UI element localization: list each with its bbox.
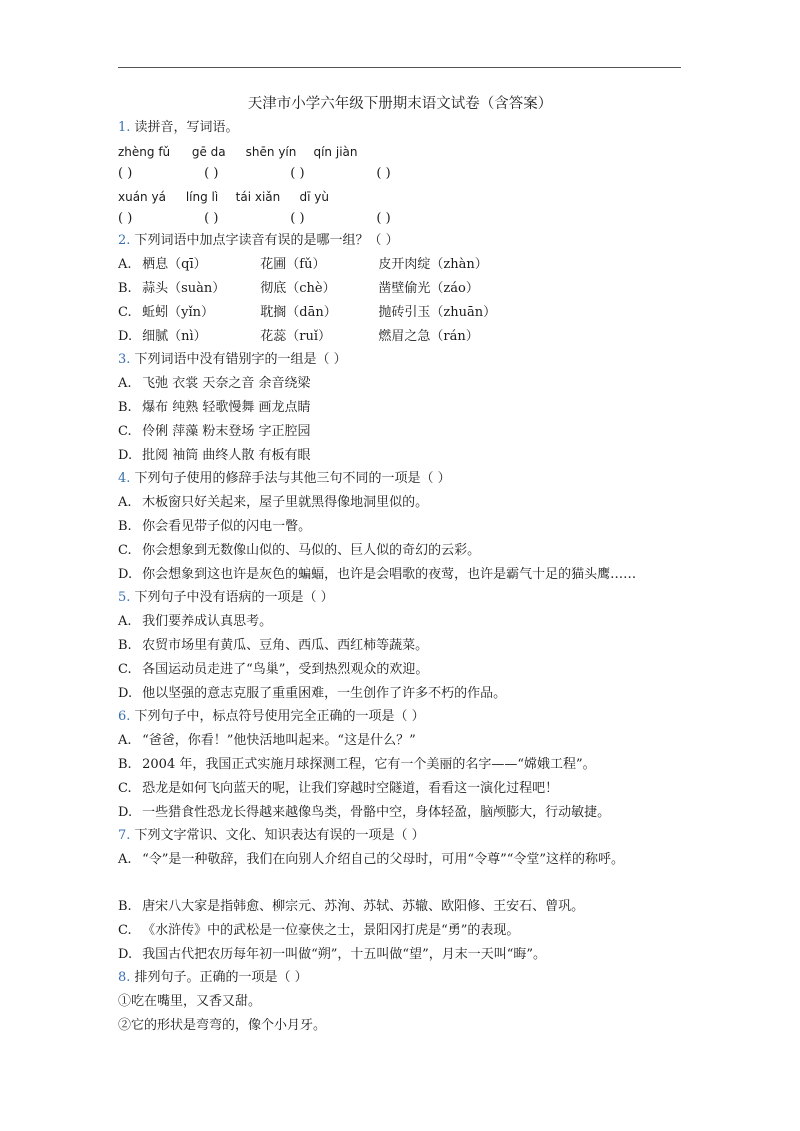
question-2	[118, 232, 399, 250]
question-number: 1.	[118, 120, 131, 135]
answer-blank[interactable]: ( )	[376, 211, 391, 226]
answer-blank[interactable]: ( )	[118, 211, 133, 226]
option-text: 飞弛 衣裳 天奈之音 余音绕梁	[142, 376, 311, 391]
option-row	[118, 732, 416, 750]
question-1	[118, 119, 239, 137]
option-label: B.	[118, 400, 132, 415]
pinyin: tái xiǎn	[235, 190, 281, 204]
question-7	[118, 827, 425, 845]
sentence-item: ②它的形状是弯弯的，像个小月牙。	[118, 1018, 327, 1033]
option-row	[118, 946, 546, 964]
answer-blank[interactable]: ( )	[290, 211, 305, 226]
option-row	[118, 898, 584, 916]
answer-blanks-row-1	[118, 165, 458, 183]
option-row	[118, 328, 479, 346]
option-text: 一些猎食性恐龙长得越来越像鸟类，骨骼中空，身体轻盈，脑颅膨大，行动敏捷。	[142, 805, 611, 820]
option-label: D.	[118, 448, 133, 463]
question-text: 下列句子使用的修辞手法与其他三句不同的一项是（ ）	[134, 471, 451, 486]
option-row	[118, 804, 610, 822]
option-text: 他以坚强的意志克服了重重困难，一生创作了许多不朽的作品。	[142, 686, 507, 701]
option-text: 我国古代把农历每年初一叫做“朔”，十五叫做“望”，月末一天叫“晦”。	[142, 947, 547, 962]
answer-blank[interactable]: ( )	[204, 166, 219, 181]
question-number: 8.	[118, 970, 131, 985]
option-item: 细腻（nì）	[142, 329, 207, 344]
option-label: B.	[118, 899, 132, 914]
option-row	[118, 280, 479, 298]
option-text: 你会想象到无数像山似的、马似的、巨人似的奇幻的云彩。	[142, 543, 481, 558]
option-row	[118, 566, 636, 584]
pinyin: xuán yá	[118, 190, 166, 204]
question-number: 3.	[118, 352, 131, 367]
option-row	[118, 851, 624, 869]
option-label: C.	[118, 305, 132, 320]
option-row	[118, 756, 596, 774]
pinyin: gē da	[191, 145, 226, 159]
option-item: 花圃（fǔ）	[260, 257, 326, 272]
option-label: D.	[118, 329, 133, 344]
option-text: 你会看见带子似的闪电一瞥。	[142, 519, 312, 534]
option-text: 农贸市场里有黄瓜、豆角、西瓜、西红柿等蔬菜。	[142, 638, 429, 653]
option-label: A.	[118, 733, 132, 748]
question-text: 下列文字常识、文化、知识表达有误的一项是（ ）	[134, 828, 425, 843]
sentence-item: ①吃在嘴里，又香又甜。	[118, 994, 262, 1009]
option-row	[118, 375, 311, 393]
option-label: D.	[118, 947, 133, 962]
option-row	[118, 304, 496, 322]
pinyin-row-2	[118, 188, 359, 206]
option-item: 蚯蚓（yǐn）	[142, 305, 215, 320]
question-text: 下列词语中加点字读音有误的是哪一组？（ ）	[134, 233, 399, 248]
page-title: 天津市小学六年级下册期末语文试卷（含答案）	[247, 96, 553, 112]
option-item: 彻底（chè）	[260, 281, 336, 296]
option-text: 批阅 袖筒 曲终人散 有板有眼	[142, 448, 311, 463]
option-text: 木板窗只好关起来，屋子里就黑得像地洞里似的。	[142, 495, 429, 510]
option-text: “爸爸，你看！”他快活地叫起来。“这是什么？”	[142, 733, 416, 748]
option-item: 皮开肉绽（zhàn）	[378, 257, 488, 272]
option-item: 抛砖引玉（zhuān）	[378, 305, 497, 320]
option-label: C.	[118, 424, 132, 439]
option-label: A.	[118, 376, 132, 391]
pinyin: shēn yín	[245, 145, 297, 159]
pinyin: qín jiàn	[313, 145, 358, 159]
question-number: 4.	[118, 471, 131, 486]
option-label: C.	[118, 662, 132, 677]
answer-blanks-row-2	[118, 210, 458, 228]
option-item: 耽搁（dān）	[260, 305, 337, 320]
option-item: 凿壁偷光（záo）	[378, 281, 479, 296]
option-label: A.	[118, 614, 132, 629]
option-row	[118, 613, 272, 631]
option-text: 《水浒传》中的武松是一位豪侠之士，景阳冈打虎是“勇”的表现。	[142, 923, 520, 938]
option-text: 爆布 纯熟 轻歌慢舞 画龙点睛	[142, 400, 311, 415]
option-label: B.	[118, 638, 132, 653]
option-text: 我们要养成认真思考。	[142, 614, 273, 629]
option-text: 恐龙是如何飞向蓝天的呢，让我们穿越时空隧道，看看这一演化过程吧！	[142, 781, 559, 796]
pinyin: zhèng fǔ	[118, 145, 171, 159]
option-row	[118, 423, 311, 441]
pinyin-row-1	[118, 143, 383, 161]
option-row	[118, 399, 311, 417]
question-number: 6.	[118, 709, 131, 724]
question-text: 排列句子。正确的一项是（ ）	[134, 970, 308, 985]
option-label: C.	[118, 543, 132, 558]
option-row	[118, 637, 428, 655]
option-row	[118, 780, 558, 798]
option-label: C.	[118, 923, 132, 938]
option-label: D.	[118, 686, 133, 701]
option-text: 伶俐 萍藻 粉末登场 字正腔园	[142, 424, 311, 439]
answer-blank[interactable]: ( )	[290, 166, 305, 181]
option-item: 花蕊（ruǐ）	[260, 329, 332, 344]
answer-blank[interactable]: ( )	[204, 211, 219, 226]
option-row	[118, 518, 311, 536]
option-row	[118, 685, 506, 703]
option-text: 你会想象到这也许是灰色的蝙蝠，也许是会唱歌的夜莺，也许是霸气十足的猫头鹰……	[142, 567, 637, 582]
pinyin: líng lì	[185, 190, 219, 204]
question-6	[118, 708, 425, 726]
option-label: B.	[118, 281, 132, 296]
option-label: B.	[118, 757, 132, 772]
option-row	[118, 542, 480, 560]
option-label: D.	[118, 567, 133, 582]
question-5	[118, 589, 334, 607]
option-item: 燃眉之急（rán）	[378, 329, 479, 344]
pinyin: dī yù	[299, 190, 329, 204]
question-number: 2.	[118, 233, 131, 248]
header-rule	[118, 67, 681, 68]
option-row	[118, 256, 488, 274]
option-text: 唐宋八大家是指韩愈、柳宗元、苏洵、苏轼、苏辙、欧阳修、王安石、曾巩。	[142, 899, 585, 914]
option-row	[118, 661, 428, 679]
question-text: 读拼音，写词语。	[134, 120, 239, 135]
option-label: A.	[118, 852, 132, 867]
question-text: 下列句子中没有语病的一项是（ ）	[134, 590, 334, 605]
answer-blank[interactable]: ( )	[376, 166, 391, 181]
question-number: 5.	[118, 590, 131, 605]
option-text: 各国运动员走进了“鸟巢”，受到热烈观众的欢迎。	[142, 662, 429, 677]
option-item: 蒜头（suàn）	[142, 281, 226, 296]
option-label: A.	[118, 495, 132, 510]
question-8	[118, 969, 308, 987]
option-label: B.	[118, 519, 132, 534]
option-text: 2004 年，我国正式实施月球探测工程，它有一个美丽的名字——“嫦娥工程”。	[142, 757, 596, 772]
option-item: 栖息（qī）	[142, 257, 207, 272]
question-text: 下列词语中没有错别字的一组是（ ）	[134, 352, 347, 367]
question-4	[118, 470, 451, 488]
question-number: 7.	[118, 828, 131, 843]
option-text: “令”是一种敬辞，我们在向别人介绍自己的父母时，可用“令尊”“令堂”这样的称呼。	[142, 852, 625, 867]
option-label: D.	[118, 805, 133, 820]
option-row	[118, 447, 311, 465]
question-3	[118, 351, 347, 369]
question-text: 下列句子中，标点符号使用完全正确的一项是（ ）	[134, 709, 425, 724]
option-row	[118, 494, 428, 512]
option-row	[118, 922, 519, 940]
option-label: A.	[118, 257, 132, 272]
answer-blank[interactable]: ( )	[118, 166, 133, 181]
option-label: C.	[118, 781, 132, 796]
